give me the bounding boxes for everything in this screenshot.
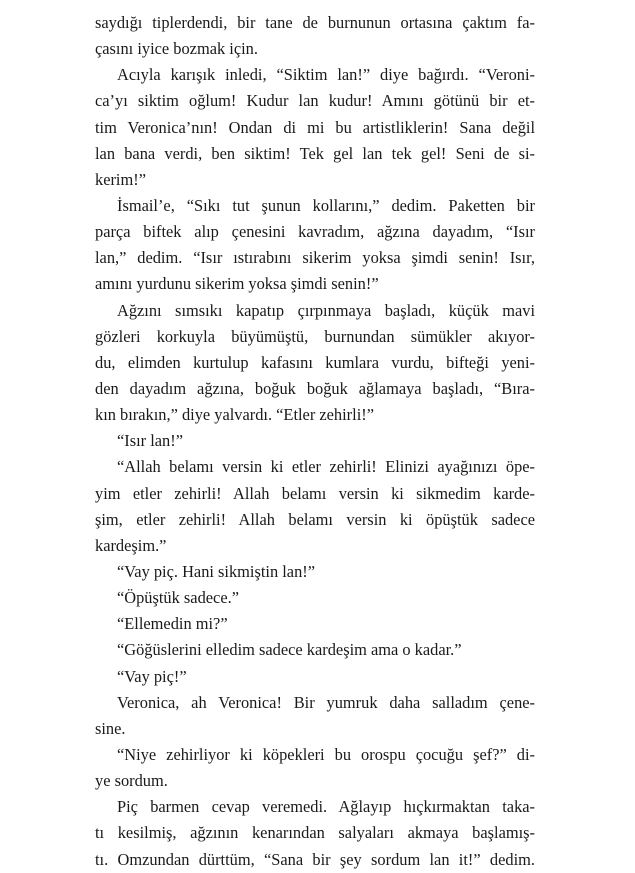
- text-line: amını yurdunu sikerim yoksa şimdi senin!”: [95, 274, 379, 294]
- text-line: Ağzını sımsıkı kapatıp çırpınmaya başladı, küçük mavi: [117, 300, 535, 320]
- text-line: saydığı tiplerdendi, bir tane de burnunun ortasına çaktım fa-: [95, 13, 535, 32]
- text-line: kardeşim.”: [95, 535, 167, 555]
- text-line: tı. Omzundan dürttüm, “Sana bir şey sordum lan it!” dedim.: [95, 849, 535, 869]
- text-line: “Niye zehirliyor ki köpekleri bu orospu çocuğu şef?” di-: [117, 744, 535, 764]
- text-line: lan,” dedim. “Isır ıstırabını sikerim yoksa şimdi senin! Isır,: [95, 248, 535, 268]
- text-line: çasını iyice bozmak için.: [95, 39, 258, 59]
- text-line: “Isır lan!”: [117, 431, 183, 451]
- text-line: tı kesilmiş, ağzının kenarından salyaları akmaya başlamış-: [95, 823, 535, 843]
- text-line: İsmail’e, “Sıkı tut şunun kollarını,” dedim. Paketten bir: [117, 195, 535, 215]
- text-line: ca’yı siktim oğlum! Kudur lan kudur! Amını götünü bir et-: [95, 91, 535, 111]
- text-line: parça biftek alıp çenesini kavradım, ağzına dayadım, “Isır: [95, 222, 535, 242]
- body-text: [95, 10, 535, 873]
- text-line: sine.: [95, 718, 126, 738]
- text-line: ye sordum.: [95, 771, 168, 791]
- text-line: “Vay piç. Hani sikmiştin lan!”: [117, 561, 316, 581]
- text-line: kın bırakın,” diye yalvardı. “Etler zehirli!”: [95, 405, 374, 425]
- text-line: du, elimden kurtulup kafasını kumlara vurdu, bifteği yeni-: [95, 352, 535, 372]
- text-line: şim, etler zehirli! Allah belamı versin ki öpüştük sadece: [95, 509, 535, 529]
- text-line: kerim!”: [95, 169, 146, 189]
- text-line: den dayadım ağzına, boğuk boğuk ağlamaya başladı, “Bıra-: [95, 378, 535, 398]
- text-line: gözleri korkuyla büyümüştü, burnundan sümükler akıyor-: [95, 326, 535, 346]
- text-line: “Öpüştük sadece.”: [117, 588, 239, 608]
- text-line: Veronica, ah Veronica! Bir yumruk daha salladım çene-: [117, 692, 535, 712]
- text-line: “Göğüslerini elledim sadece kardeşim ama o kadar.”: [117, 640, 462, 660]
- text-line: Acıyla karışık inledi, “Siktim lan!” diye bağırdı. “Veroni-: [117, 65, 535, 85]
- text-line: “Vay piç!”: [117, 666, 187, 686]
- text-line: “Allah belamı versin ki etler zehirli! Elinizi ayağınızı öpe-: [117, 457, 535, 477]
- text-line: “Ellemedin mi?”: [117, 614, 228, 634]
- text-line: tim Veronica’nın! Ondan di mi bu artistliklerin! Sana değil: [95, 117, 535, 137]
- text-line: lan bana verdi, ben siktim! Tek gel lan tek gel! Seni de si-: [95, 143, 535, 163]
- text-line: Piç barmen cevap veremedi. Ağlayıp hıçkırmaktan taka-: [117, 797, 535, 817]
- text-line: yim etler zehirli! Allah belamı versin ki sikmedim karde-: [95, 483, 535, 503]
